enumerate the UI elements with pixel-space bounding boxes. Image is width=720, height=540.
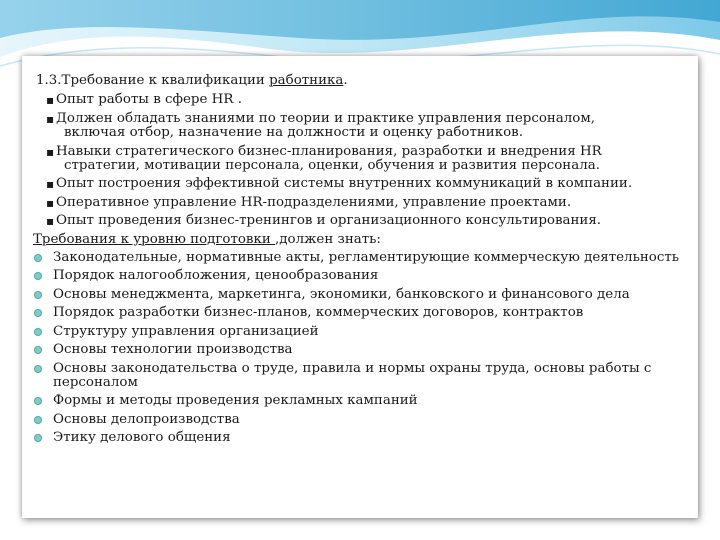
circle-bullet-icon xyxy=(34,291,42,299)
dot-bullet-icon: ▪ xyxy=(46,144,55,159)
training-heading-underlined: Требования к уровню подготовки xyxy=(33,231,276,247)
knowledge-text: Порядок налогообложения, ценообразования xyxy=(53,268,379,284)
knowledge-item xyxy=(33,343,686,357)
knowledge-text: Основы менеджмента, маркетинга, экономики, банковского и финансового дела xyxy=(53,286,630,302)
qualification-text: Оперативное управление HR-подразделениями, управление проектами. xyxy=(56,194,572,210)
qualification-text: Опыт работы в сфере HR . xyxy=(56,92,242,108)
knowledge-text: Структуру управления организацией xyxy=(53,323,319,339)
slide-panel xyxy=(22,56,698,518)
knowledge-text: Основы законодательства о труде, правила и нормы охраны труда, основы работы с персоналом xyxy=(53,360,652,390)
circle-bullet-icon xyxy=(34,346,42,354)
knowledge-item xyxy=(33,269,686,283)
circle-bullet-icon xyxy=(34,365,42,373)
knowledge-list xyxy=(36,251,686,445)
knowledge-text: Основы делопроизводства xyxy=(53,411,240,427)
circle-bullet-icon xyxy=(34,328,42,336)
circle-bullet-icon xyxy=(34,416,42,424)
knowledge-item xyxy=(33,306,686,320)
qualification-item xyxy=(36,93,686,107)
qualification-text: Опыт построения эффективной системы внутренних коммуникаций в компании. xyxy=(56,176,633,192)
section-number-title: 1.3.Требование к квалификации xyxy=(36,73,270,88)
circle-bullet-icon xyxy=(34,397,42,405)
section-title-underlined: работника xyxy=(269,73,344,88)
knowledge-item xyxy=(33,251,686,265)
circle-bullet-icon xyxy=(34,272,42,280)
training-heading-end: ,должен знать: xyxy=(275,231,381,247)
training-heading xyxy=(33,233,686,247)
qualification-item xyxy=(36,145,686,174)
knowledge-item xyxy=(33,394,686,408)
knowledge-item xyxy=(33,325,686,339)
qualification-text-continued: стратегии, мотивации персонала, оценки, обучения и развития персонала. xyxy=(64,158,600,174)
knowledge-text: Формы и методы проведения рекламных кампаний xyxy=(53,393,418,409)
knowledge-text: Основы технологии производства xyxy=(53,342,293,358)
qualification-item xyxy=(36,177,686,191)
qualification-item xyxy=(36,112,686,141)
knowledge-text: Порядок разработки бизнес-планов, коммерческих договоров, контрактов xyxy=(53,305,584,321)
knowledge-text: Законодательные, нормативные акты, регламентирующие коммерческую деятельность xyxy=(53,250,680,266)
circle-bullet-icon xyxy=(34,309,42,317)
knowledge-item xyxy=(33,288,686,302)
qualification-text: Опыт проведения бизнес-тренингов и организационного консультирования. xyxy=(56,213,602,229)
circle-bullet-icon xyxy=(34,434,42,442)
dot-bullet-icon: ▪ xyxy=(46,111,55,126)
section-title-end: . xyxy=(343,73,348,88)
qualification-text-continued: включая отбор, назначение на должности и оценку работников. xyxy=(64,125,523,141)
knowledge-item xyxy=(33,413,686,427)
dot-bullet-icon: ▪ xyxy=(46,214,55,229)
knowledge-item xyxy=(33,362,686,391)
qualification-text: Навыки стратегического бизнес-планирования, разработки и внедрения HR xyxy=(56,143,602,159)
knowledge-text: Этику делового общения xyxy=(53,430,231,446)
dot-bullet-icon: ▪ xyxy=(46,93,55,108)
section-heading xyxy=(36,74,686,88)
dot-bullet-icon: ▪ xyxy=(46,195,55,210)
qualification-text: Должен обладать знаниями по теории и практике управления персоналом, xyxy=(56,110,596,126)
slide-content xyxy=(33,73,686,450)
knowledge-item xyxy=(33,431,686,445)
qualification-item xyxy=(36,214,686,228)
dot-bullet-icon: ▪ xyxy=(46,177,55,192)
circle-bullet-icon xyxy=(34,254,42,262)
qualification-item xyxy=(36,196,686,210)
